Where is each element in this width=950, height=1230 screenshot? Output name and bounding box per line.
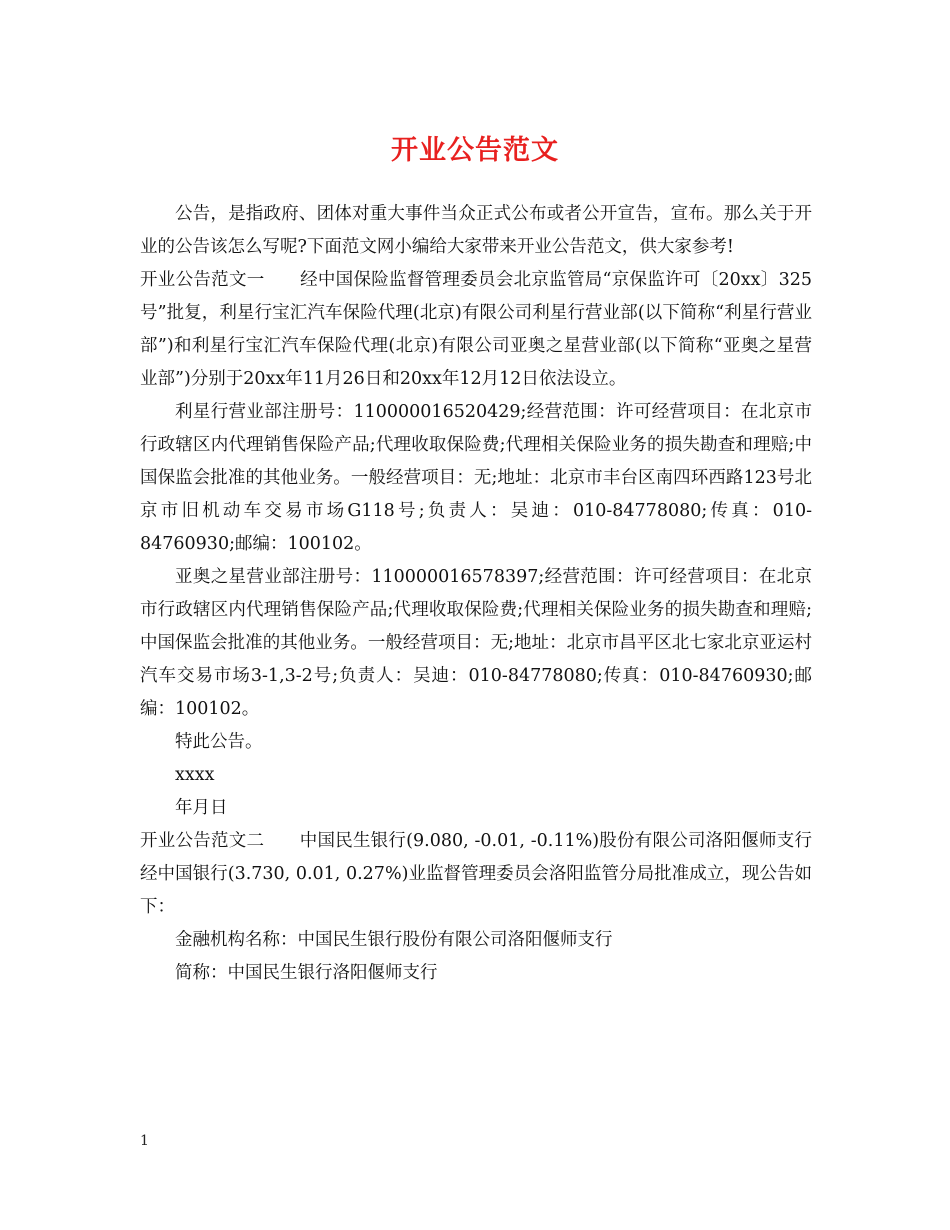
paragraph-sample-one: 开业公告范文一 经中国保险监督管理委员会北京监管局“京保监许可〔20xx〕325号”批复，利星行宝汇汽车保险代理(北京)有限公司利星行营业部(以下简称“利星行营业部”)和利星行宝汇汽车保险代理(北京)有限公司亚奥之星营业部(以下简称“亚奥之星营业部”)分别于20xx年11月26日和20xx年12月12日依法设立。 — [140, 270, 812, 389]
document-title: 开业公告范文 — [391, 135, 559, 166]
paragraph-institution-name: 金融机构名称：中国民生银行股份有限公司洛阳偃师支行 — [175, 930, 613, 950]
paragraph-intro: 公告，是指政府、团体对重大事件当众正式公布或者公开宣告，宣布。那么关于开业的公告该怎么写呢?下面范文网小编给大家带来开业公告范文，供大家参考! — [140, 204, 812, 257]
page-number: 1 — [140, 1133, 149, 1149]
paragraph-signature: xxxx — [175, 765, 215, 785]
paragraph-short-name: 简称：中国民生银行洛阳偃师支行 — [175, 963, 438, 983]
paragraph-sample-two: 开业公告范文二 中国民生银行(9.080, -0.01, -0.11%)股份有限公司洛阳偃师支行经中国银行(3.730, 0.01, 0.27%)业监督管理委员会洛阳监管分局批准成立，现公告如下： — [140, 831, 812, 917]
paragraph-date: 年月日 — [175, 798, 228, 818]
document-body — [140, 198, 812, 990]
paragraph-yaaozhixing: 亚奥之星营业部注册号：110000016578397;经营范围：许可经营项目：在北京市行政辖区内代理销售保险产品;代理收取保险费;代理相关保险业务的损失勘查和理赔;中国保监会批准的其他业务。一般经营项目：无;地址：北京市昌平区北七家北京亚运村汽车交易市场3-1,3-2号;负责人：吴迪：010-84778080;传真：010-84760930;邮编：100102。 — [140, 567, 812, 719]
paragraph-announcement: 特此公告。 — [175, 732, 263, 752]
paragraph-lixinghang: 利星行营业部注册号：110000016520429;经营范围：许可经营项目：在北京市行政辖区内代理销售保险产品;代理收取保险费;代理相关保险业务的损失勘查和理赔;中国保监会批准的其他业务。一般经营项目：无;地址：北京市丰台区南四环西路123号北京市旧机动车交易市场G118号;负责人：吴迪：010-84778080;传真：010-84760930;邮编：100102。 — [140, 402, 812, 554]
